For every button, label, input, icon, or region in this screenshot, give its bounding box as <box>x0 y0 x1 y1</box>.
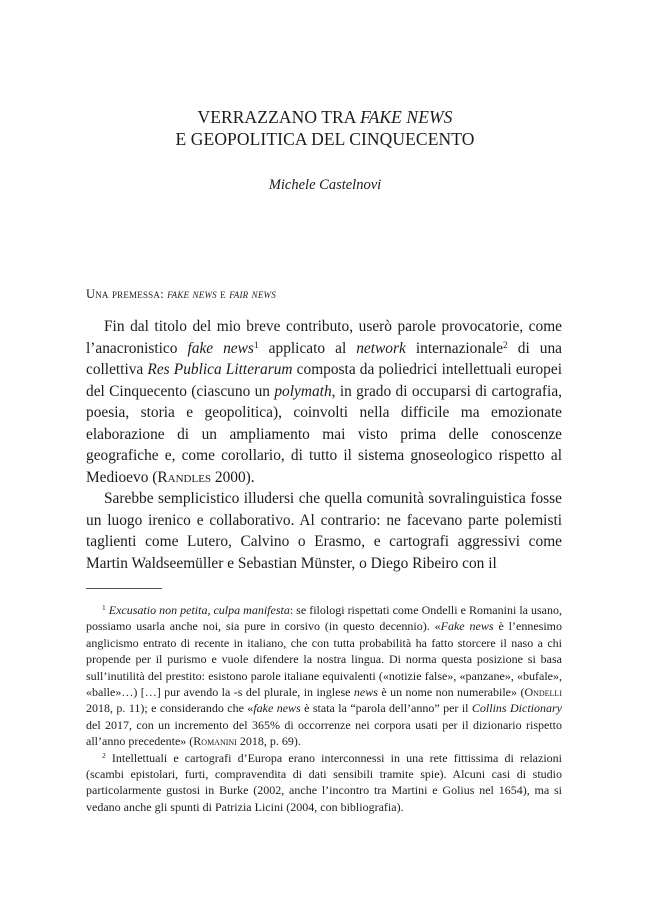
paragraph: Sarebbe semplicistico illudersi che quella comunità sovralinguistica fosse un luogo irenico e collaborativo. Al contrario: ne facevano parte polemisti taglienti come Lutero, Calvino o Erasmo, e cartografi aggressivi come Martin Waldseemüller e Sebastian Münster, o Diego Ribeiro con il <box>86 490 562 572</box>
title-line-1: VERRAZZANO TRA FAKE NEWS <box>197 107 453 127</box>
footnote-1: $^1$ Excusatio non petita, culpa manifesta: se filologi rispettati come Ondelli e Romanini la usano, possiamo usarla anche noi, sia pure in corsivo (in questo decennio). «Fake news è l’ennesimo anglicismo entrato di recente in italiano, che con tutta probabilità ha fatto storcere il naso a chi propende per il purismo e vuole difendere la nostra lingua. Di norma questa posizione si basa sull’inutilità del prestito: esistono parole italiane equivalenti («notizie false», «panzane», «bufale», «balle»…) […] pur avendo la -s del plurale, in inglese news è un nome non numerabile» (Ondelli 2018, p. 11); e considerando che «fake news è stata la “parola dell’anno” per il Collins Dictionary del 2017, con un incremento del 365% di occorrenze nei corpora usati per il dizionario rispetto all’anno precedente» (Romanini 2018, p. 69). <box>86 602 563 749</box>
title-line-2: E GEOPOLITICA DEL CINQUECENTO <box>175 129 475 149</box>
author-name: Michele Castelnovi <box>268 177 382 193</box>
body-text <box>86 316 562 574</box>
article-title <box>0 106 650 150</box>
section-heading: Una premessa: fake news e fair news <box>86 287 276 301</box>
footnote-2: $^2$ Intellettuali e cartografi d’Europa erano interconnessi in una rete fittissima di relazioni (scambi epistolari, furti, compravendita di dati sensibili tramite spie). Alcuni casi di studio particolarmente gustosi in Burke (2002, anche l’incontro tra Martini e Golius nel 1654), ma si vedano anche gli spunti di Patrizia Licini (2004, con bibliografia). <box>86 750 562 814</box>
footnotes <box>86 602 562 815</box>
footnote-ref-2[interactable]: 2 <box>503 339 508 351</box>
paragraph: Fin dal titolo del mio breve contributo, userò parole provocatorie, come l’anacronistico fake news$^1$ applicato al network internazionale$^2$ di una collettiva Res Publica Litterarum composta da poliedrici intellettuali europei del Cinquecento (ciascuno un polymath, in grado di occuparsi di cartografia, poesia, storia e geopolitica), coinvolti nella difficile ma emozionate elaborazione di un ampliamento mai visto prima delle conoscenze geografiche e, come corollario, di tutto il sistema gnoseologico rispetto al Medioevo (Randles 2000). <box>86 318 563 486</box>
footnote-divider <box>86 588 162 589</box>
footnote-ref-1[interactable]: 1 <box>253 339 259 351</box>
